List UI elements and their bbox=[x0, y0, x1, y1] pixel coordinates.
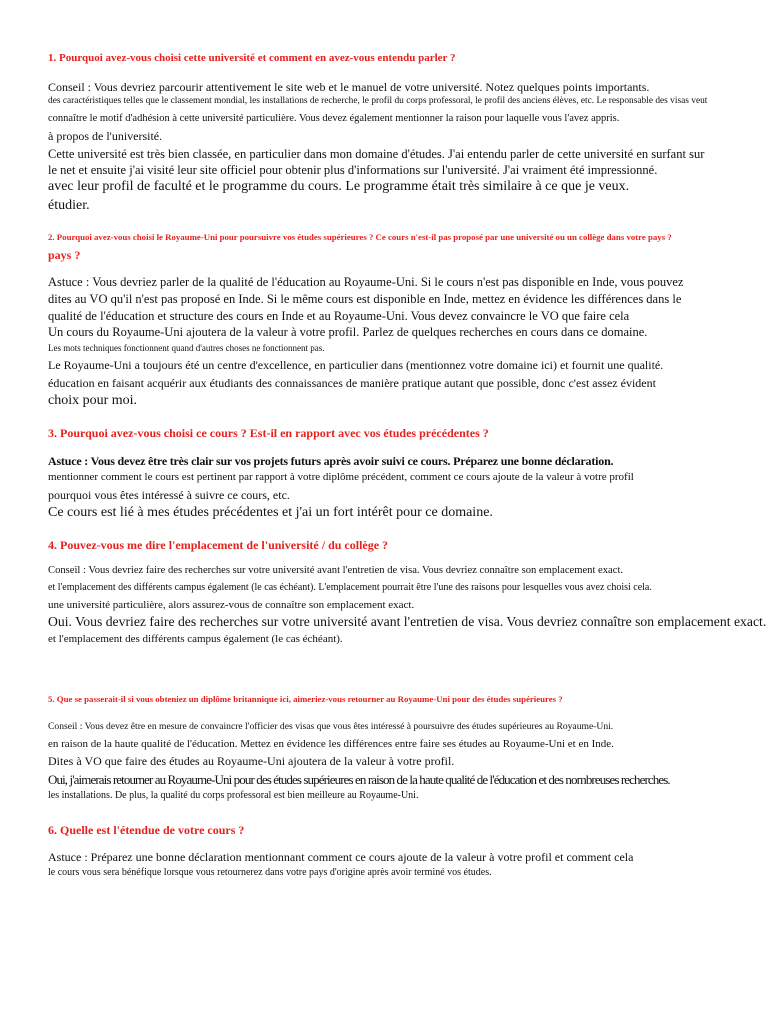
question-3-heading: 3. Pourquoi avez-vous choisi ce cours ? Est-il en rapport avec vos études précédentes ? bbox=[48, 426, 489, 440]
q2-line-4: Un cours du Royaume-Uni ajoutera de la valeur à votre profil. Parlez de quelques recherches en cours dans ce domaine. bbox=[48, 325, 648, 339]
q5-line-3: Dites à VO que faire des études au Royaume-Uni ajoutera de la valeur à votre profil. bbox=[48, 754, 455, 768]
q1-line-7: avec leur profil de faculté et le programme du cours. Le programme était très similaire à ce que je veux. bbox=[48, 179, 630, 194]
q5-line-1: Conseil : Vous devez être en mesure de convaincre l'officier des visas que vous êtes intéressé à poursuivre des études supérieures au Royaume-Uni. bbox=[48, 721, 614, 732]
q4-line-5: et l'emplacement des différents campus également (le cas échéant). bbox=[48, 633, 343, 645]
q1-line-8: étudier. bbox=[48, 198, 90, 213]
q2-line-1: Astuce : Vous devriez parler de la qualité de l'éducation au Royaume-Uni. Si le cours n'est pas disponible en Inde, vous pouvez bbox=[48, 275, 684, 289]
q3-line-3: pourquoi vous êtes intéressé à suivre ce cours, etc. bbox=[48, 488, 290, 502]
q2-line-7: éducation en faisant acquérir aux étudiants des connaissances de manière pratique autant que possible, donc c'est assez évident bbox=[48, 376, 656, 390]
q5-line-2: en raison de la haute qualité de l'éducation. Mettez en évidence les différences entre faire ses études au Royaume-Uni et en Inde. bbox=[48, 738, 614, 750]
q1-line-2: des caractéristiques telles que le classement mondial, les installations de recherche, le profil du corps professoral, le profil des anciens élèves, etc. Le responsable des visas veut bbox=[48, 96, 708, 106]
q2-line-8: choix pour moi. bbox=[48, 393, 138, 408]
q2-line-5: Les mots techniques fonctionnent quand d'autres choses ne fonctionnent pas. bbox=[48, 343, 325, 353]
q2-line-3: qualité de l'éducation et structure des cours en Inde et au Royaume-Uni. Vous devez convaincre le VO que faire cela bbox=[48, 309, 630, 323]
q1-line-6: le net et ensuite j'ai visité leur site officiel pour obtenir plus d'informations sur l'université. J'ai vraiment été impressionné. bbox=[48, 163, 658, 177]
q4-line-3: une université particulière, alors assurez-vous de connaître son emplacement exact. bbox=[48, 599, 415, 611]
q5-line-5: les installations. De plus, la qualité du corps professoral est bien meilleure au Royaume-Uni. bbox=[48, 790, 419, 801]
q4-line-4: Oui. Vous devriez faire des recherches sur votre université avant l'entretien de visa. Vous devriez connaître son emplacement exact. bbox=[48, 615, 767, 630]
q2-line-2: dites au VO qu'il n'est pas proposé en Inde. Si le même cours est disponible en Inde, mettez en évidence les différences dans le bbox=[48, 292, 682, 306]
q1-line-3: connaître le motif d'adhésion à cette université particulière. Vous devez également mentionner la raison pour laquelle vous l'avez appris. bbox=[48, 113, 620, 124]
question-2-heading-cont: pays ? bbox=[48, 248, 81, 262]
q1-line-1: Conseil : Vous devriez parcourir attentivement le site web et le manuel de votre université. Notez quelques points importants. bbox=[48, 80, 650, 94]
q6-line-2: le cours vous sera bénéfique lorsque vous retournerez dans votre pays d'origine après avoir terminé vos études. bbox=[48, 867, 492, 878]
q3-line-1: Astuce : Vous devez être très clair sur vos projets futurs après avoir suivi ce cours. Préparez une bonne déclaration. bbox=[48, 454, 614, 468]
q2-line-6: Le Royaume-Uni a toujours été un centre d'excellence, en particulier dans (mentionnez votre domaine ici) et fournit une qualité. bbox=[48, 358, 664, 372]
q5-line-4: Oui, j'aimerais retourner au Royaume-Uni pour des études supérieures en raison de la haute qualité de l'éducation et des nombreuses recherches. bbox=[48, 772, 670, 787]
q3-line-2: mentionner comment le cours est pertinent par rapport à votre diplôme précédent, comment ce cours ajoute de la valeur à votre profil bbox=[48, 471, 634, 483]
question-2-heading: 2. Pourquoi avez-vous choisi le Royaume-Uni pour poursuivre vos études supérieures ? Ce cours n'est-il pas proposé par une université ou un collège dans votre pays ? bbox=[48, 232, 672, 242]
question-5-heading: 5. Que se passerait-il si vous obteniez un diplôme britannique ici, aimeriez-vous retourner au Royaume-Uni pour des études supérieures ? bbox=[48, 694, 563, 704]
q1-line-4: à propos de l'université. bbox=[48, 129, 163, 143]
q4-line-2: et l'emplacement des différents campus également (le cas échéant). L'emplacement pourrait être l'une des raisons pour lesquelles vous avez choisi cela. bbox=[48, 582, 652, 593]
q4-line-1: Conseil : Vous devriez faire des recherches sur votre université avant l'entretien de visa. Vous devriez connaître son emplacement exact. bbox=[48, 565, 624, 576]
question-6-heading: 6. Quelle est l'étendue de votre cours ? bbox=[48, 823, 245, 837]
q3-line-4: Ce cours est lié à mes études précédentes et j'ai un fort intérêt pour ce domaine. bbox=[48, 505, 493, 520]
q6-line-1: Astuce : Préparez une bonne déclaration mentionnant comment ce cours ajoute de la valeur à votre profil et comment cela bbox=[48, 850, 634, 864]
q1-line-5: Cette université est très bien classée, en particulier dans mon domaine d'études. J'ai entendu parler de cette université en surfant sur bbox=[48, 147, 705, 161]
question-1-heading: 1. Pourquoi avez-vous choisi cette université et comment en avez-vous entendu parler ? bbox=[48, 52, 456, 64]
question-4-heading: 4. Pouvez-vous me dire l'emplacement de l'université / du collège ? bbox=[48, 538, 389, 552]
